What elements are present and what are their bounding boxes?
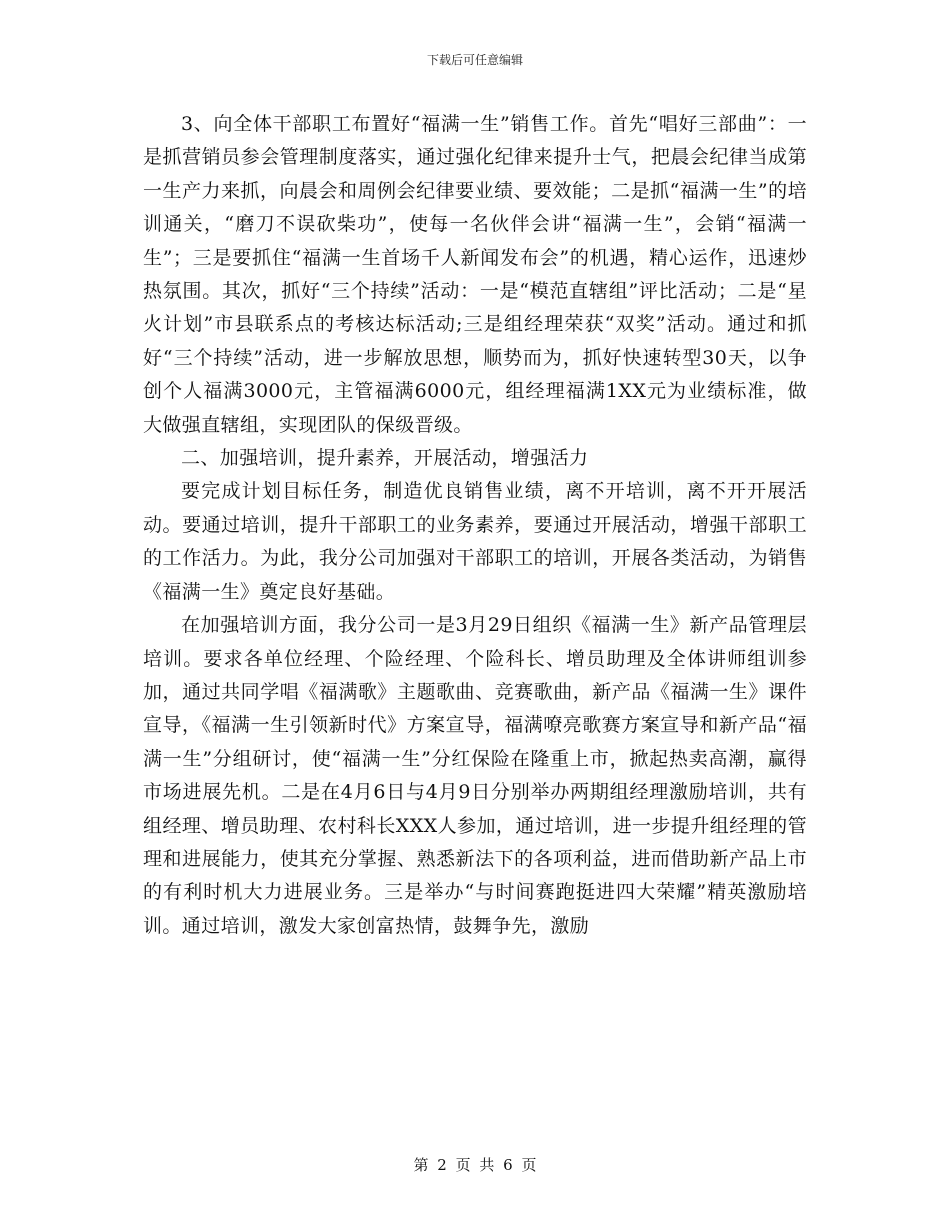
page-header: 下载后可任意编辑: [426, 53, 523, 67]
document-body: [143, 108, 807, 943]
paragraph-training-goals: 要完成计划目标任务，制造优良销售业绩，离不开培训，离不开开展活动。要通过培训，提升干部职工的业务素养，要通过开展活动，增强干部职工的工作活力。为此，我分公司加强对干部职工的培训，开展各类活动，为销售《福满一生》奠定良好基础。: [143, 480, 807, 603]
paragraph-training-details: 在加强培训方面，我分公司一是3月29日组织《福满一生》新产品管理层培训。要求各单位经理、个险经理、个险科长、增员助理及全体讲师组训参加，通过共同学唱《福满歌》主题歌曲、竞赛歌曲，新产品《福满一生》课件宣导，《福满一生引领新时代》方案宣导，福满嘹亮歌赛方案宣导和新产品“福满一生”分组研讨，使“福满一生”分红保险在隆重上市，掀起热卖高潮，赢得市场进展先机。二是在4月6日与4月9日分别举办两期组经理激励培训，共有组经理、增员助理、农村科长XXX人参加，通过培训，进一步提升组经理的管理和进展能力，使其充分掌握、熟悉新法下的各项利益，进而借助新产品上市的有利时机大力进展业务。三是举办“与时间赛跑挺进四大荣耀”精英激励培训。通过培训，激发大家创富热情，鼓舞争先，激励: [143, 614, 807, 937]
page-number-footer: 第 2 页 共 6 页: [413, 1156, 537, 1174]
paragraph-sales-work: 3、向全体干部职工布置好“福满一生”销售工作。首先“唱好三部曲”：一是抓营销员参会管理制度落实，通过强化纪律来提升士气，把晨会纪律当成第一生产力来抓，向晨会和周例会纪律要业绩、要效能；二是抓“福满一生”的培训通关，“磨刀不误砍柴功”，使每一名伙伴会讲“福满一生”，会销“福满一生”；三是要抓住“福满一生首场千人新闻发布会”的机遇，精心运作，迅速炒热氛围。其次，抓好“三个持续”活动：一是“模范直辖组”评比活动；二是“星火计划”市县联系点的考核达标活动;三是组经理荣获“双奖”活动。通过和抓好“三个持续”活动，进一步解放思想，顺势而为，抓好快速转型30天，以争创个人福满3000元，主管福满6000元，组经理福满1XX元为业绩标准，做大做强直辖组，实现团队的保级晋级。: [143, 113, 807, 436]
section-heading-training: 二、加强培训，提升素养，开展活动，增强活力: [181, 447, 589, 470]
